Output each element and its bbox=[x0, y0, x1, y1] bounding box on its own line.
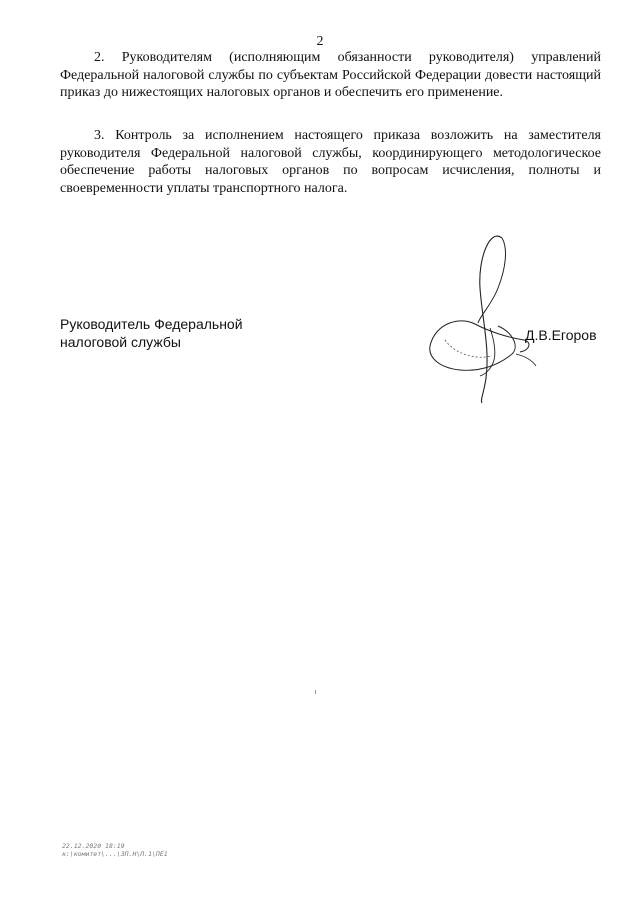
handwritten-signature bbox=[420, 228, 540, 408]
scan-mark bbox=[315, 690, 316, 694]
signer-title-line1: Руководитель Федеральной bbox=[60, 316, 243, 332]
footer-stamp bbox=[62, 842, 168, 858]
page-number: 2 bbox=[316, 34, 324, 49]
paragraph-3 bbox=[60, 127, 601, 197]
footer-line2: к:\комитет\...\ЗП.Н\П.1\ПЕ1 bbox=[62, 850, 168, 858]
signer-title bbox=[60, 316, 243, 351]
paragraph-3-text: Контроль за исполнением настоящего приказа возложить на заместителя руководителя Федеральной налоговой службы, координирующего методологическое обеспечение работы налоговых органов по вопросам исчисления, полноты и своевременности уплаты транспортного налога. bbox=[60, 128, 601, 196]
signer-title-line2: налоговой службы bbox=[60, 333, 181, 350]
paragraph-2-text: Руководителям (исполняющим обязанности руководителя) управлений Федеральной налоговой службы по субъектам Российской Федерации довести настоящий приказ до нижестоящих налоговых органов и обеспечить его применение. bbox=[60, 50, 602, 100]
paragraph-2 bbox=[60, 49, 601, 102]
footer-line1: 22.12.2020 18:19 bbox=[62, 842, 125, 850]
signer-name: Д.В.Егоров bbox=[525, 327, 597, 343]
paragraph-3-number: 3. bbox=[94, 128, 105, 143]
paragraph-2-number: 2. bbox=[94, 50, 105, 65]
